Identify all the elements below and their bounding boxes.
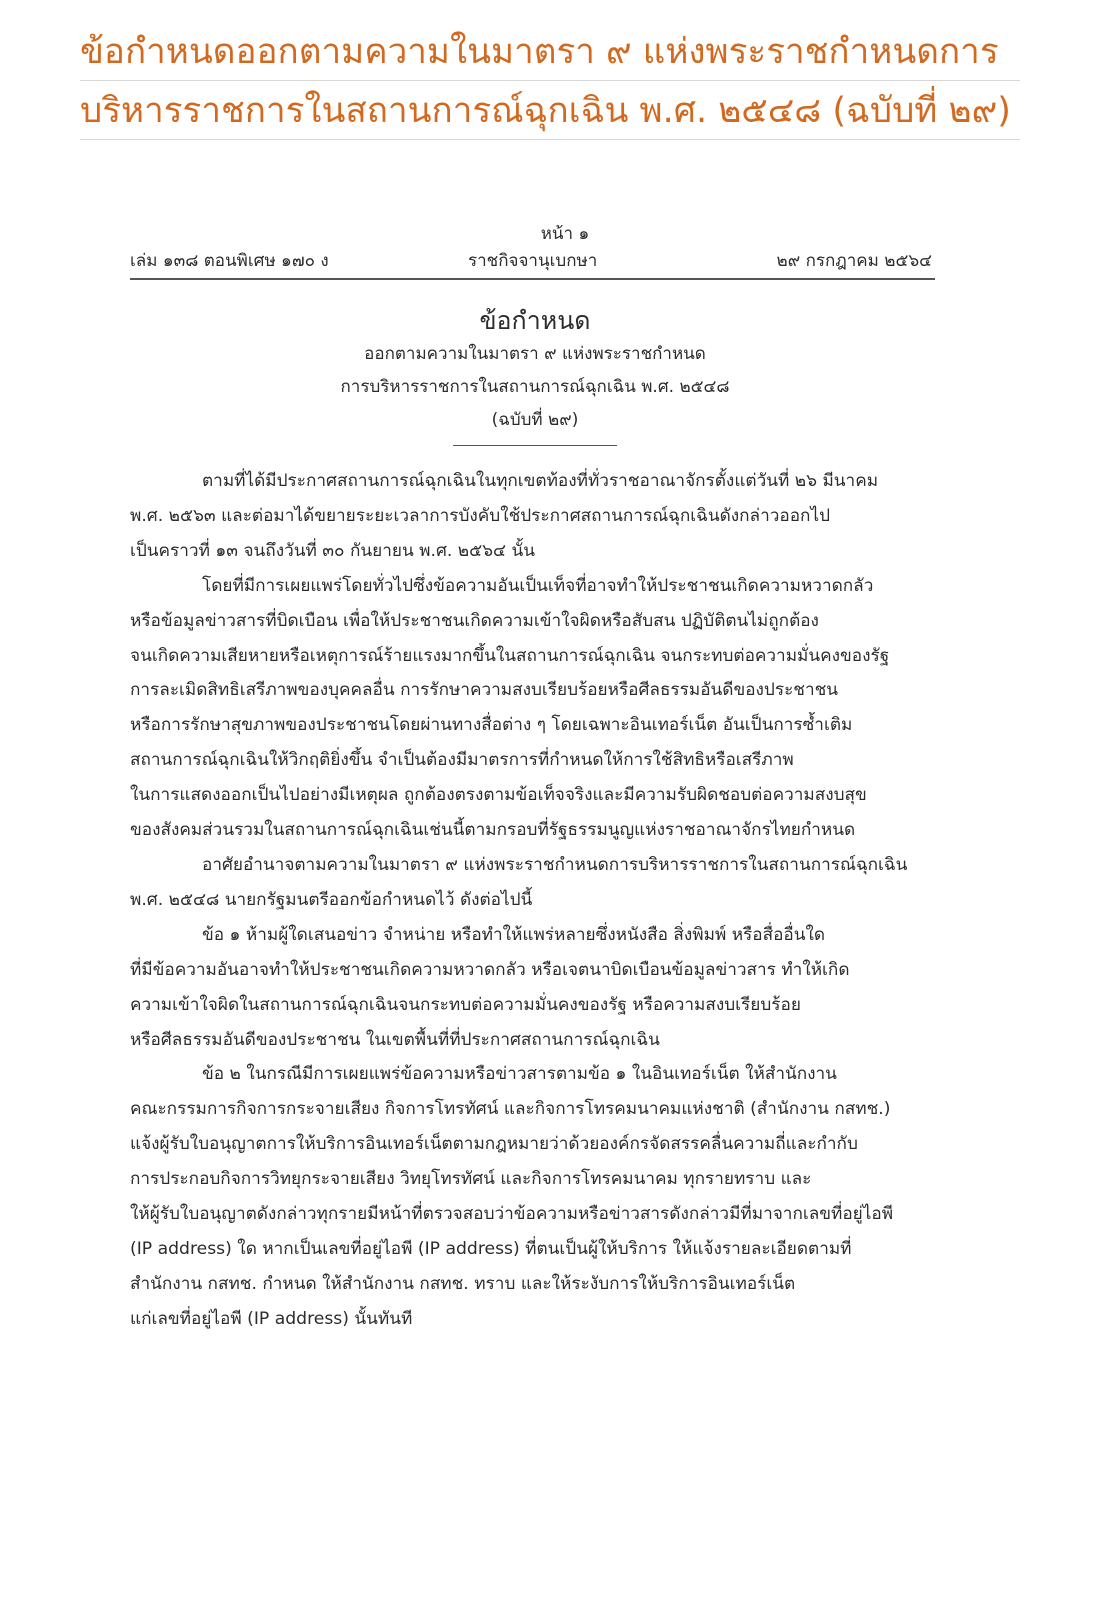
body-text-line: (IP address) ใด หากเป็นเลขที่อยู่ไอพี (IP address) ที่ตนเป็นผู้ให้บริการ ให้แจ้งรายละเอียดตามที่ (130, 1238, 852, 1259)
body-text-line: ของสังคมส่วนรวมในสถานการณ์ฉุกเฉินเช่นนี้ตามกรอบที่รัฐธรรมนูญแห่งราชอาณาจักรไทยกำหนด (130, 820, 856, 841)
body-text-line: หรือข้อมูลข่าวสารที่บิดเบือน เพื่อให้ประชาชนเกิดความเข้าใจผิดหรือสับสน ปฏิบัติตนไม่ถูกต้อง (130, 610, 819, 631)
body-text-line: อาศัยอำนาจตามความในมาตรา ๙ แห่งพระราชกำหนดการบริหารราชการในสถานการณ์ฉุกเฉิน (202, 854, 908, 875)
document-title: ข้อกำหนด (479, 306, 591, 335)
body-text-line: ที่มีข้อความอันอาจทำให้ประชาชนเกิดความหวาดกลัว หรือเจตนาบิดเบือนข้อมูลข่าวสาร ทำให้เกิด (130, 959, 850, 980)
document-subtitle-line: ออกตามความในมาตรา ๙ แห่งพระราชกำหนด (364, 344, 706, 364)
body-text-line: ให้ผู้รับใบอนุญาตดังกล่าวทุกรายมีหน้าที่ตรวจสอบว่าข้อความหรือข่าวสารดังกล่าวมีที่มาจากเลขที่อยู่ไอพี (130, 1204, 894, 1225)
body-text-line: หรือการรักษาสุขภาพของประชาชนโดยผ่านทางสื่อต่าง ๆ โดยเฉพาะอินเทอร์เน็ต อันเป็นการซ้ำเติม (130, 715, 853, 736)
title-divider (453, 445, 617, 446)
page-number: หน้า ๑ (540, 224, 590, 244)
header-divider (130, 278, 935, 280)
body-text-line: หรือศีลธรรมอันดีของประชาชน ในเขตพื้นที่ที่ประกาศสถานการณ์ฉุกเฉิน (130, 1029, 660, 1050)
body-text-line: ในการแสดงออกเป็นไปอย่างมีเหตุผล ถูกต้องตรงตามข้อเท็จจริงและมีความรับผิดชอบต่อความสงบสุข (130, 785, 867, 806)
body-text-line: จนเกิดความเสียหายหรือเหตุการณ์ร้ายแรงมากขึ้นในสถานการณ์ฉุกเฉิน จนกระทบต่อความมั่นคงของรัฐ (130, 645, 890, 666)
gazette-header-row (130, 246, 940, 276)
body-text-line: ตามที่ได้มีประกาศสถานการณ์ฉุกเฉินในทุกเขตท้องที่ทั่วราชอาณาจักรตั้งแต่วันที่ ๒๖ มีนาคม (202, 471, 879, 491)
body-text-line: ความเข้าใจผิดในสถานการณ์ฉุกเฉินจนกระทบต่อความมั่นคงของรัฐ หรือความสงบเรียบร้อย (130, 994, 801, 1015)
body-text-line: แก่เลขที่อยู่ไอพี (IP address) นั้นทันที (130, 1308, 413, 1329)
body-text-line: การประกอบกิจการวิทยุกระจายเสียง วิทยุโทรทัศน์ และกิจการโทรคมนาคม ทุกรายทราบ และ (130, 1169, 812, 1190)
body-text-line: ข้อ ๒ ในกรณีมีการเผยแพร่ข้อความหรือข่าวสารตามข้อ ๑ ในอินเทอร์เน็ต ให้สำนักงาน (202, 1064, 837, 1085)
body-text-line: ข้อ ๑ ห้ามผู้ใดเสนอข่าว จำหน่าย หรือทำให้แพร่หลายซึ่งหนังสือ สิ่งพิมพ์ หรือสื่ออื่นใด (202, 924, 826, 945)
document-edition: (ฉบับที่ ๒๙) (491, 410, 579, 430)
body-text-line: เป็นคราวที่ ๑๓ จนถึงวันที่ ๓๐ กันยายน พ.ศ. ๒๕๖๔ นั้น (130, 540, 536, 561)
body-text-line: สถานการณ์ฉุกเฉินให้วิกฤติยิ่งขึ้น จำเป็นต้องมีมาตรการที่กำหนดให้การใช้สิทธิหรือเสรีภาพ (130, 750, 794, 771)
body-text-line: พ.ศ. ๒๕๔๘ นายกรัฐมนตรีออกข้อกำหนดไว้ ดังต่อไปนี้ (130, 889, 533, 910)
body-text-line: การละเมิดสิทธิเสรีภาพของบุคคลอื่น การรักษาความสงบเรียบร้อยหรือศีลธรรมอันดีของประชาชน (130, 680, 839, 701)
body-text-line: คณะกรรมการกิจการกระจายเสียง กิจการโทรทัศน์ และกิจการโทรคมนาคมแห่งชาติ (สำนักงาน กสทช.) (130, 1099, 891, 1120)
gazette-publication-name: ราชกิจจานุเบกษา (468, 251, 598, 271)
announcement-banner (80, 30, 1020, 148)
banner-title-line-2: บริหารราชการในสถานการณ์ฉุกเฉิน พ.ศ. ๒๕๔๘ (ฉบับที่ ๒๙) (80, 89, 1020, 140)
banner-title-line-1: ข้อกำหนดออกตามความในมาตรา ๙ แห่งพระราชกำหนดการ (80, 30, 1020, 81)
gazette-document (130, 222, 940, 1337)
body-text-line: สำนักงาน กสทช. กำหนด ให้สำนักงาน กสทช. ทราบ และให้ระงับการให้บริการอินเทอร์เน็ต (130, 1273, 796, 1294)
body-text-line: พ.ศ. ๒๕๖๓ และต่อมาได้ขยายระยะเวลาการบังคับใช้ประกาศสถานการณ์ฉุกเฉินดังกล่าวออกไป (130, 505, 830, 526)
gazette-date: ๒๙ กรกฎาคม ๒๕๖๔ (776, 251, 932, 271)
document-subtitle-line: การบริหารราชการในสถานการณ์ฉุกเฉิน พ.ศ. ๒๕๔๘ (340, 377, 730, 397)
gazette-volume: เล่ม ๑๓๘ ตอนพิเศษ ๑๗๐ ง (130, 251, 329, 271)
body-text-line: โดยที่มีการเผยแพร่โดยทั่วไปซึ่งข้อความอันเป็นเท็จที่อาจทำให้ประชาชนเกิดความหวาดกลัว (202, 575, 874, 596)
document-body (130, 464, 940, 1337)
body-text-line: แจ้งผู้รับใบอนุญาตการให้บริการอินเทอร์เน็ตตามกฎหมายว่าด้วยองค์กรจัดสรรคลื่นความถี่และกำกับ (130, 1134, 858, 1155)
